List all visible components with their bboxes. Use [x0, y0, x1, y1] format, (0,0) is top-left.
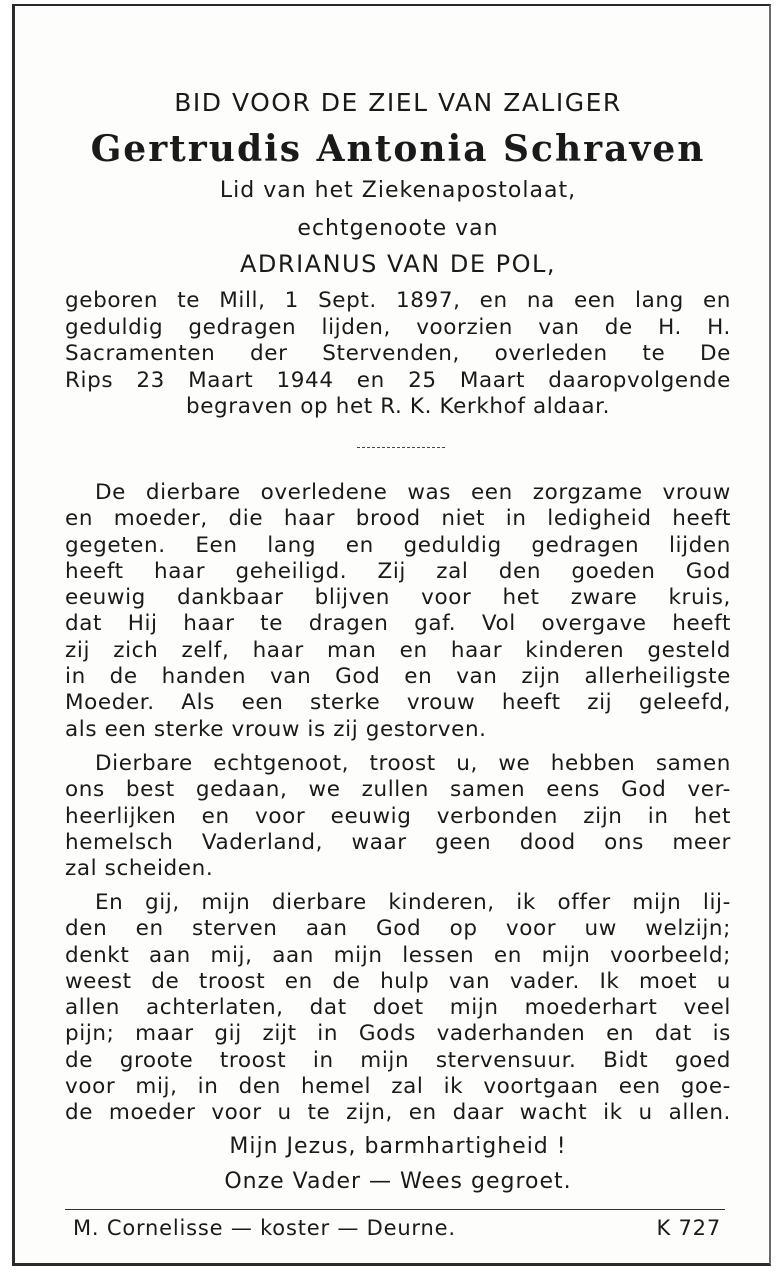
text-line: ons best gedaan, we zullen samen eens God ver- — [65, 777, 731, 803]
text-line: hemelsch Vaderland, waar geen dood ons meer — [65, 829, 731, 855]
text-line: eeuwig dankbaar blijven voor het zware kruis, — [65, 585, 731, 611]
paragraph-3 — [65, 890, 731, 1127]
card-heading: BID VOOR DE ZIEL VAN ZALIGER — [174, 88, 622, 117]
memorial-card — [12, 4, 771, 1266]
text-line: voor mij, in den hemel zal ik voortgaan een goe- — [65, 1074, 731, 1100]
text-line: Dierbare echtgenoot, troost u, we hebben samen — [95, 751, 731, 776]
paragraph-2 — [65, 751, 731, 882]
birth-line: Sacramenten der Stervenden, overleden te De — [65, 341, 731, 366]
printer-credit: M. Cornelisse — koster — Deurne. — [73, 1216, 456, 1240]
birth-line: geduldig gedragen lijden, voorzien van de H. H. — [65, 314, 731, 340]
text-line: weest de troost en de hulp van vader. Ik moet u — [65, 968, 731, 994]
card-number: K 727 — [656, 1216, 721, 1240]
text-line: Moeder. Als een sterke vrouw heeft zij geleefd, — [65, 690, 731, 716]
prayer-line: Mijn Jezus, barmhartigheid ! — [229, 1134, 567, 1159]
text-line: als een sterke vrouw is zij gestorven. — [65, 716, 487, 742]
text-line: dat Hij haar te dragen gaf. Vol overgave heeft — [65, 611, 731, 637]
footer-rule — [65, 1209, 725, 1210]
text-line: in de handen van God en van zijn allerheiligste — [65, 664, 731, 690]
text-line: gegeten. Een lang en geduldig gedragen lijden — [65, 532, 731, 558]
birth-line: begraven op het R. K. Kerkhof aldaar. — [185, 394, 611, 419]
text-line: En gij, mijn dierbare kinderen, ik offer mijn lij- — [95, 890, 731, 915]
text-line: denkt aan mij, aan mijn lessen en mijn voorbeeld; — [65, 942, 731, 968]
membership-line: Lid van het Ziekenapostolaat, — [219, 178, 577, 203]
text-line: allen achterlaten, dat doet mijn moederhart veel — [65, 995, 731, 1021]
paragraph-1 — [65, 480, 731, 743]
spouse-name: ADRIANUS VAN DE POL, — [240, 250, 556, 278]
text-line: de moeder voor u te zijn, en daar wacht ik u allen. — [65, 1100, 731, 1126]
spouse-intro: echtgenoote van — [297, 216, 499, 241]
deceased-name: Gertrudis Antonia Schraven — [90, 128, 706, 170]
text-line: heeft haar geheiligd. Zij zal den goeden God — [65, 558, 731, 584]
text-line: zij zich zelf, haar man en haar kinderen gesteld — [65, 637, 731, 663]
prayer-line: Onze Vader — Wees gegroet. — [224, 1169, 572, 1194]
text-line: en moeder, die haar brood niet in ledigheid heeft — [65, 506, 731, 532]
text-line: heerlijken en voor eeuwig verbonden zijn in het — [65, 803, 731, 829]
text-line: zal scheiden. — [65, 856, 214, 882]
text-line: pijn; maar gij zijt in Gods vaderhanden en dat is — [65, 1021, 731, 1047]
birth-line: Rips 23 Maart 1944 en 25 Maart daaropvolgende — [65, 367, 731, 393]
text-line: De dierbare overledene was een zorgzame vrouw — [95, 480, 731, 505]
text-line: de groote troost in mijn stervensuur. Bidt goed — [65, 1047, 731, 1073]
text-line: den en sterven aan God op voor uw welzijn; — [65, 916, 731, 942]
birth-death-details — [65, 288, 731, 421]
birth-line: geboren te Mill, 1 Sept. 1897, en na een lang en — [65, 288, 731, 313]
section-divider — [357, 447, 445, 448]
